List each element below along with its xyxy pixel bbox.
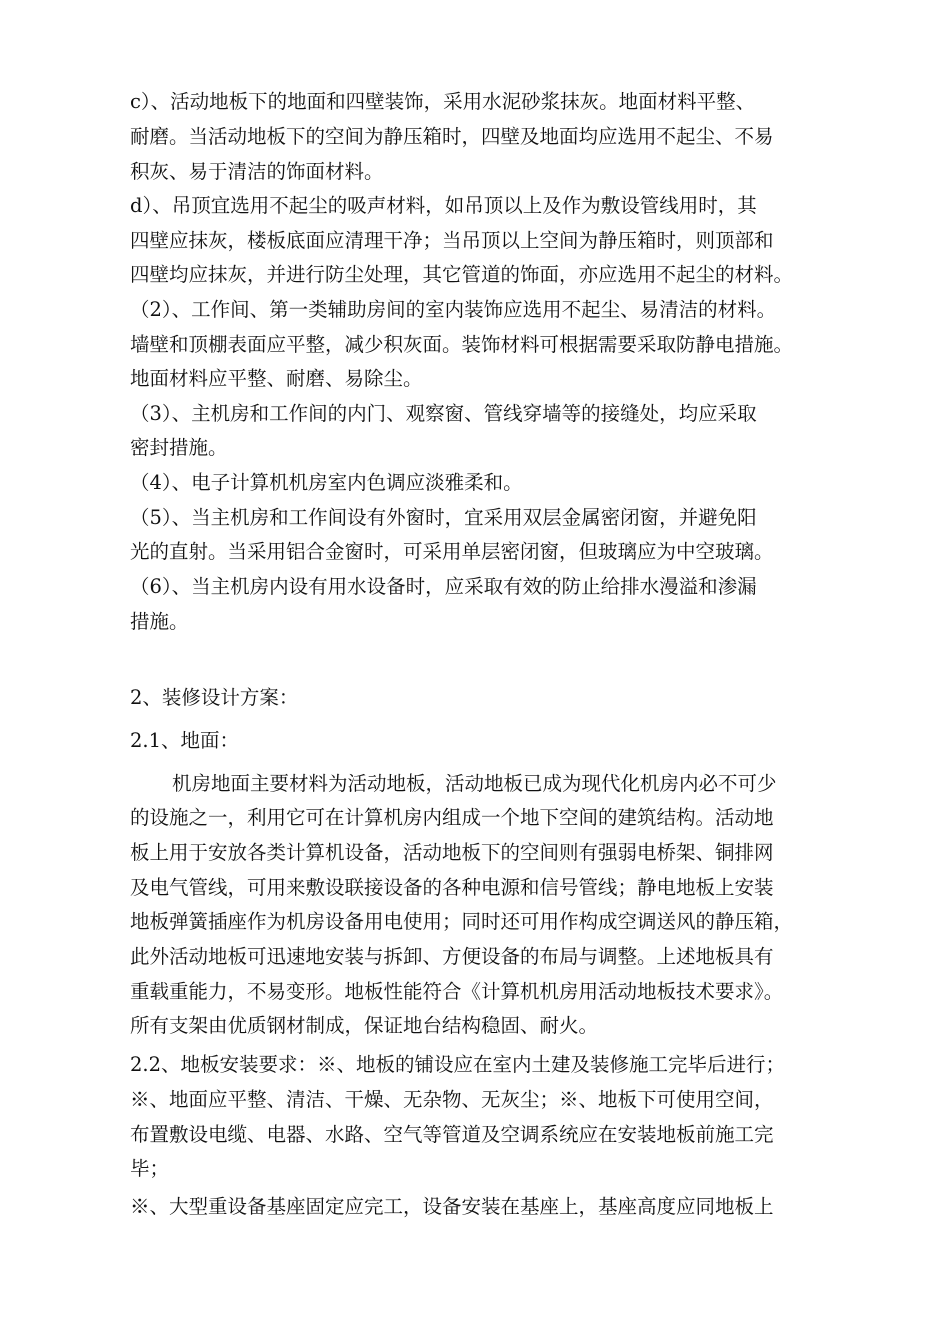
text-line: 所有支架由优质钢材制成，保证地台结构稳固、耐火。 [130, 1014, 599, 1037]
text-line: （3）、主机房和工作间的内门、观察窗、管线穿墙等的接缝处，均应采取 [130, 402, 757, 425]
text-line: 密封措施。 [130, 436, 228, 459]
text-line: （4）、电子计算机机房室内色调应淡雅柔和。 [130, 471, 523, 494]
text-line: 毕； [130, 1157, 170, 1180]
text-line: 及电气管线，可用来敷设联接设备的各种电源和信号管线；静电地板上安装 [130, 876, 774, 899]
text-line: d）、吊顶宜选用不起尘的吸声材料，如吊顶以上及作为敷设管线用时，其 [130, 194, 757, 217]
text-line: ※、大型重设备基座固定应完工，设备安装在基座上，基座高度应同地板上 [130, 1195, 774, 1218]
text-line: 的设施之一，利用它可在计算机房内组成一个地下空间的建筑结构。活动地 [130, 806, 774, 829]
text-line: ※、地面应平整、清洁、干燥、无杂物、无灰尘；※、地板下可使用空间， [130, 1088, 774, 1111]
subsection-heading: 2.1、地面： [130, 729, 240, 752]
section-heading: 2、装修设计方案： [130, 686, 299, 709]
text-line: 布置敷设电缆、电器、水路、空气等管道及空调系统应在安装地板前施工完 [130, 1123, 774, 1146]
text-line: 墙壁和顶棚表面应平整，减少积灰面。装饰材料可根据需要采取防静电措施。 [130, 333, 794, 356]
text-line: 四壁应抹灰，楼板底面应清理干净；当吊顶以上空间为静压箱时，则顶部和 [130, 229, 774, 252]
text-line: （5）、当主机房和工作间设有外窗时，宜采用双层金属密闭窗，并避免阳 [130, 506, 757, 529]
text-line: 耐磨。当活动地板下的空间为静压箱时，四壁及地面均应选用不起尘、不易 [130, 125, 774, 148]
text-line: 重载重能力，不易变形。地板性能符合《计算机机房用活动地板技术要求》。 [130, 980, 784, 1003]
text-line: （2）、工作间、第一类辅助房间的室内装饰应选用不起尘、易清洁的材料。 [130, 298, 777, 321]
text-line: c）、活动地板下的地面和四壁装饰，采用水泥砂浆抹灰。地面材料平整、 [130, 90, 756, 113]
text-line: 措施。 [130, 610, 189, 633]
text-line: 2.2、地板安装要求：※、地板的铺设应在室内土建及装修施工完毕后进行； [130, 1053, 786, 1076]
text-line: （6）、当主机房内设有用水设备时，应采取有效的防止给排水漫溢和渗漏 [130, 575, 757, 598]
text-line: 光的直射。当采用铝合金窗时，可采用单层密闭窗，但玻璃应为中空玻璃。 [130, 540, 774, 563]
text-line: 此外活动地板可迅速地安装与拆卸、方便设备的布局与调整。上述地板具有 [130, 945, 774, 968]
text-line: 四壁均应抹灰，并进行防尘处理，其它管道的饰面，亦应选用不起尘的材料。 [130, 263, 794, 286]
text-line: 地面材料应平整、耐磨、易除尘。 [130, 367, 423, 390]
text-line: 地板弹簧插座作为机房设备用电使用；同时还可用作构成空调送风的静压箱， [130, 910, 794, 933]
text-line: 板上用于安放各类计算机设备，活动地板下的空间则有强弱电桥架、铜排网 [130, 841, 774, 864]
text-line: 机房地面主要材料为活动地板，活动地板已成为现代化机房内必不可少 [172, 772, 777, 795]
text-line: 积灰、易于清洁的饰面材料。 [130, 160, 384, 183]
